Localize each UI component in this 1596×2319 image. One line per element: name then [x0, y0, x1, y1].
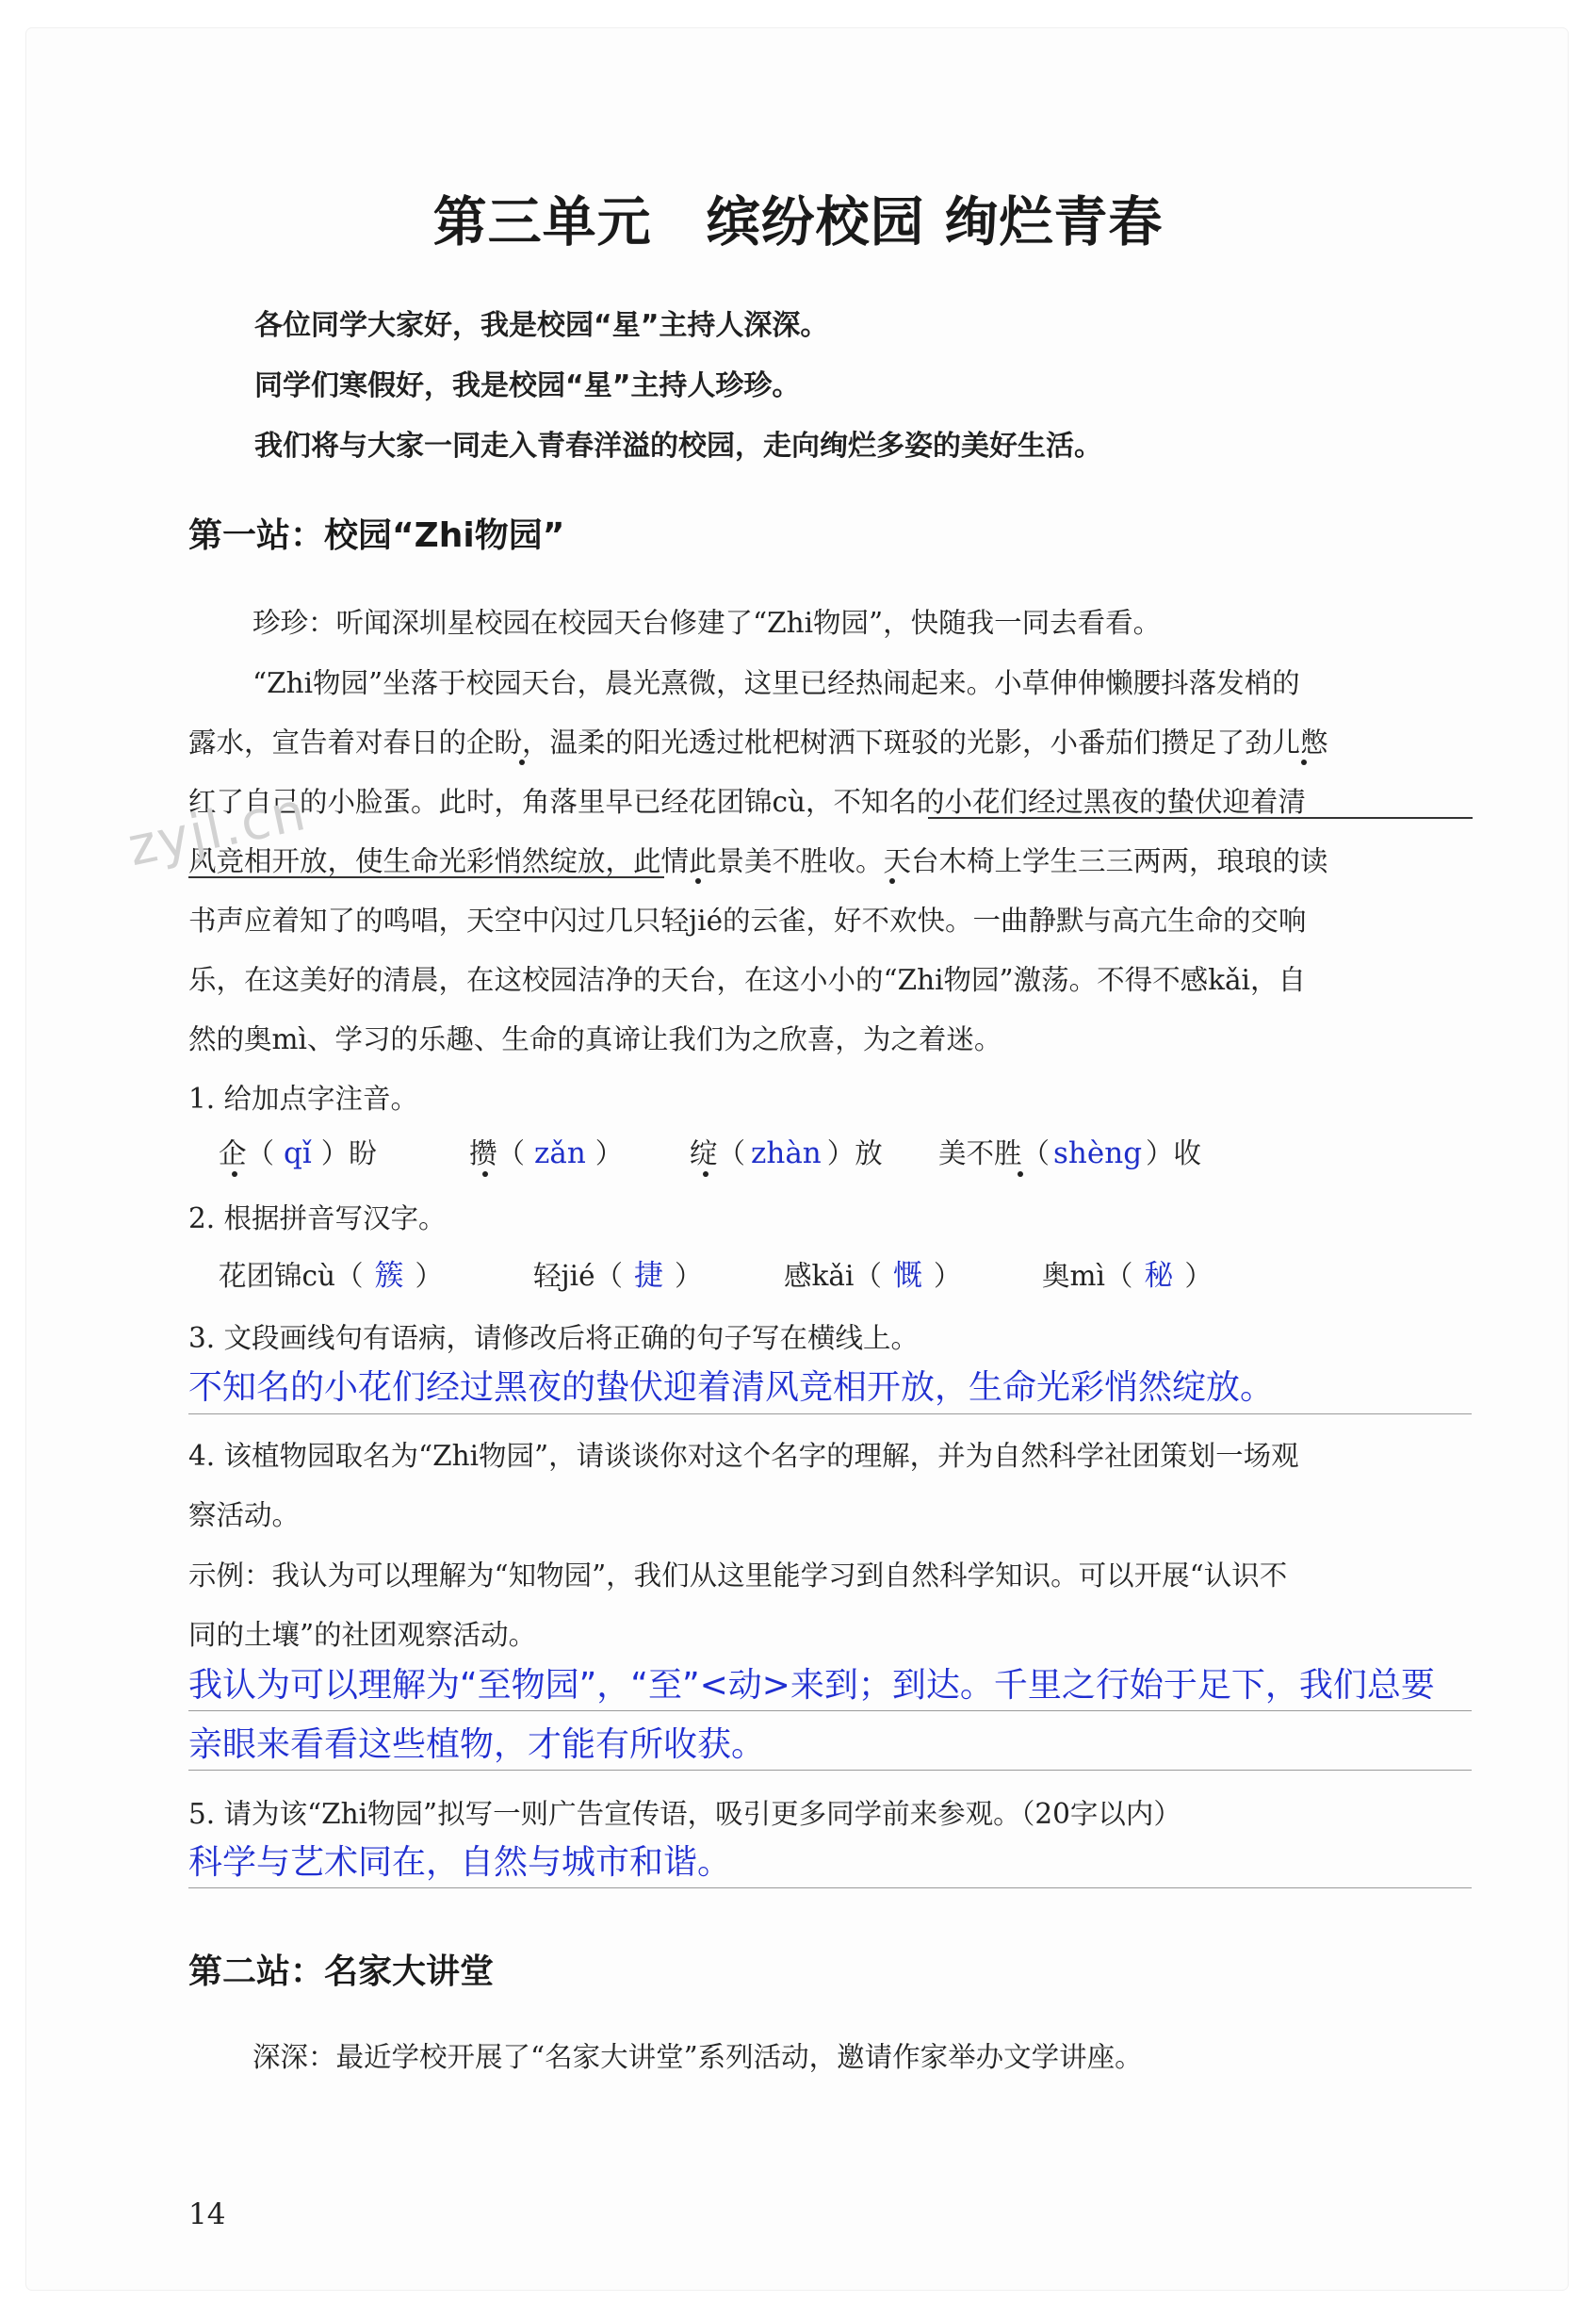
q4-answer-line-2: 亲眼来看看这些植物，才能有所收获。 — [188, 1725, 766, 1764]
station1-heading: 第一站：校园“Zhi物园” — [188, 516, 565, 555]
q2-item-text: 轻jié（ — [533, 1260, 624, 1292]
q2-item-text: 花团锦cù（ — [219, 1260, 364, 1292]
q2-item — [1042, 1251, 1213, 1294]
q2-label: 2. 根据拼音写汉字。 — [188, 1202, 447, 1234]
q2-item — [784, 1251, 961, 1294]
passage-line: 风竞相开放，使生命光彩悄然绽放，此情此景美不胜收。天台木椅上学生三三两两，琅琅的读 — [188, 845, 1328, 877]
intro-line-3: 我们将与大家一同走入青春洋溢的校园，走向绚烂多姿的美好生活。 — [254, 430, 1102, 463]
station2-heading: 第二站：名家大讲堂 — [188, 1952, 495, 1991]
q2-item-text: ） — [415, 1260, 444, 1292]
q4-answer-line-1: 我认为可以理解为“至物园”，“至”<动>来到；到达。千里之行始于足下，我们总要 — [188, 1666, 1435, 1705]
q1-item — [219, 1132, 377, 1171]
q1-item-text: 企（ — [219, 1137, 275, 1169]
q3-answer: 不知名的小花们经过黑夜的蛰伏迎着清风竞相开放，生命光彩悄然绽放。 — [188, 1368, 1275, 1407]
emphasis-dot — [232, 1171, 237, 1177]
q2-answer: 秘 — [1144, 1259, 1174, 1293]
emphasis-dot — [889, 878, 895, 884]
intro-line-2: 同学们寒假好，我是校园“星”主持人珍珍。 — [254, 369, 801, 402]
unit-title: 第三单元 缤纷校园 绚烂青春 — [432, 191, 1164, 253]
q2-answer: 捷 — [634, 1259, 664, 1293]
watermark: zyjl.cn — [122, 780, 313, 879]
intro-line-1: 各位同学大家好，我是校园“星”主持人深深。 — [254, 309, 829, 342]
sentence-underline — [928, 817, 1473, 819]
q2-item-text: ） — [675, 1260, 703, 1292]
q4-label-line-2: 察活动。 — [188, 1499, 301, 1531]
q1-item-text: ）放 — [826, 1137, 883, 1169]
q4-example-line-1: 示例：我认为可以理解为“知物园”，我们从这里能学习到自然科学知识。可以开展“认识不 — [188, 1560, 1288, 1592]
q1-answer: qǐ — [284, 1136, 312, 1170]
q3-label: 3. 文段画线句有语病，请修改后将正确的句子写在横线上。 — [188, 1322, 920, 1354]
q5-label: 5. 请为该“Zhi物园”拟写一则广告宣传语，吸引更多同学前来参观。（20字以内） — [188, 1798, 1181, 1830]
q2-item-text: ） — [1184, 1260, 1213, 1292]
station2-lead: 深深：最近学校开展了“名家大讲堂”系列活动，邀请作家举办文学讲座。 — [252, 2041, 1143, 2073]
answer-line — [188, 1887, 1472, 1888]
q1-item-text: ）收 — [1146, 1137, 1202, 1169]
emphasis-dot — [1018, 1171, 1023, 1177]
q2-answer: 慨 — [892, 1259, 922, 1293]
emphasis-dot — [703, 1171, 708, 1177]
answer-line — [188, 1710, 1472, 1711]
q1-item-text: 攒（ — [469, 1137, 526, 1169]
emphasis-dot — [482, 1171, 488, 1177]
passage-line: 书声应着知了的鸣唱，天空中闪过几只轻jié的云雀，好不欢快。一曲静默与高亢生命的交响 — [188, 905, 1307, 937]
passage-line: 然的奥mì、学习的乐趣、生命的真谛让我们为之欣喜，为之着迷。 — [188, 1023, 1002, 1055]
emphasis-dot — [695, 878, 701, 884]
passage-line: “Zhi物园”坐落于校园天台，晨光熹微，这里已经热闹起来。小草伸伸懒腰抖落发梢的 — [252, 667, 1300, 699]
q2-item-text: 奥mì（ — [1042, 1260, 1133, 1292]
q1-item-text: ） — [594, 1137, 624, 1169]
emphasis-dot — [519, 759, 525, 765]
q4-example-line-2: 同的土壤”的社团观察活动。 — [188, 1619, 537, 1651]
q2-item — [219, 1251, 443, 1294]
answer-line — [188, 1770, 1472, 1771]
q2-item-text: ） — [933, 1260, 962, 1292]
passage-line: 红了自己的小脸蛋。此时，角落里早已经花团锦cù，不知名的小花们经过黑夜的蛰伏迎着清 — [188, 786, 1307, 818]
q1-label: 1. 给加点字注音。 — [188, 1083, 419, 1115]
q4-label-line-1: 4. 该植物园取名为“Zhi物园”，请谈谈你对这个名字的理解，并为自然科学社团策划一场观 — [188, 1440, 1299, 1472]
q5-answer: 科学与艺术同在，自然与城市和谐。 — [188, 1843, 732, 1882]
passage-line: 露水，宣告着对春日的企盼，温柔的阳光透过枇杷树洒下斑驳的光影，小番茄们攒足了劲儿憋 — [188, 727, 1328, 759]
station1-lead: 珍珍：听闻深圳星校园在校园天台修建了“Zhi物园”，快随我一同去看看。 — [252, 607, 1162, 639]
emphasis-dot — [1301, 759, 1307, 765]
q1-item — [690, 1132, 883, 1171]
q2-answer: 簇 — [374, 1259, 404, 1293]
page-number: 14 — [188, 2197, 226, 2231]
q1-item-text: 美不胜（ — [938, 1137, 1050, 1169]
sentence-underline — [188, 876, 664, 878]
q1-answer: zǎn — [534, 1136, 586, 1170]
q1-item — [469, 1132, 623, 1171]
q1-item-text: 绽（ — [690, 1137, 746, 1169]
q1-item — [938, 1132, 1201, 1171]
answer-line — [188, 1413, 1472, 1414]
q2-item-text: 感kǎi（ — [784, 1260, 882, 1292]
passage-line: 乐，在这美好的清晨，在这校园洁净的天台，在这小小的“Zhi物园”激荡。不得不感kǎi，自 — [188, 964, 1306, 996]
q2-item — [533, 1251, 703, 1294]
q1-answer: shèng — [1053, 1136, 1143, 1170]
q1-item-text: ）盼 — [320, 1137, 377, 1169]
q1-answer: zhàn — [751, 1136, 822, 1170]
